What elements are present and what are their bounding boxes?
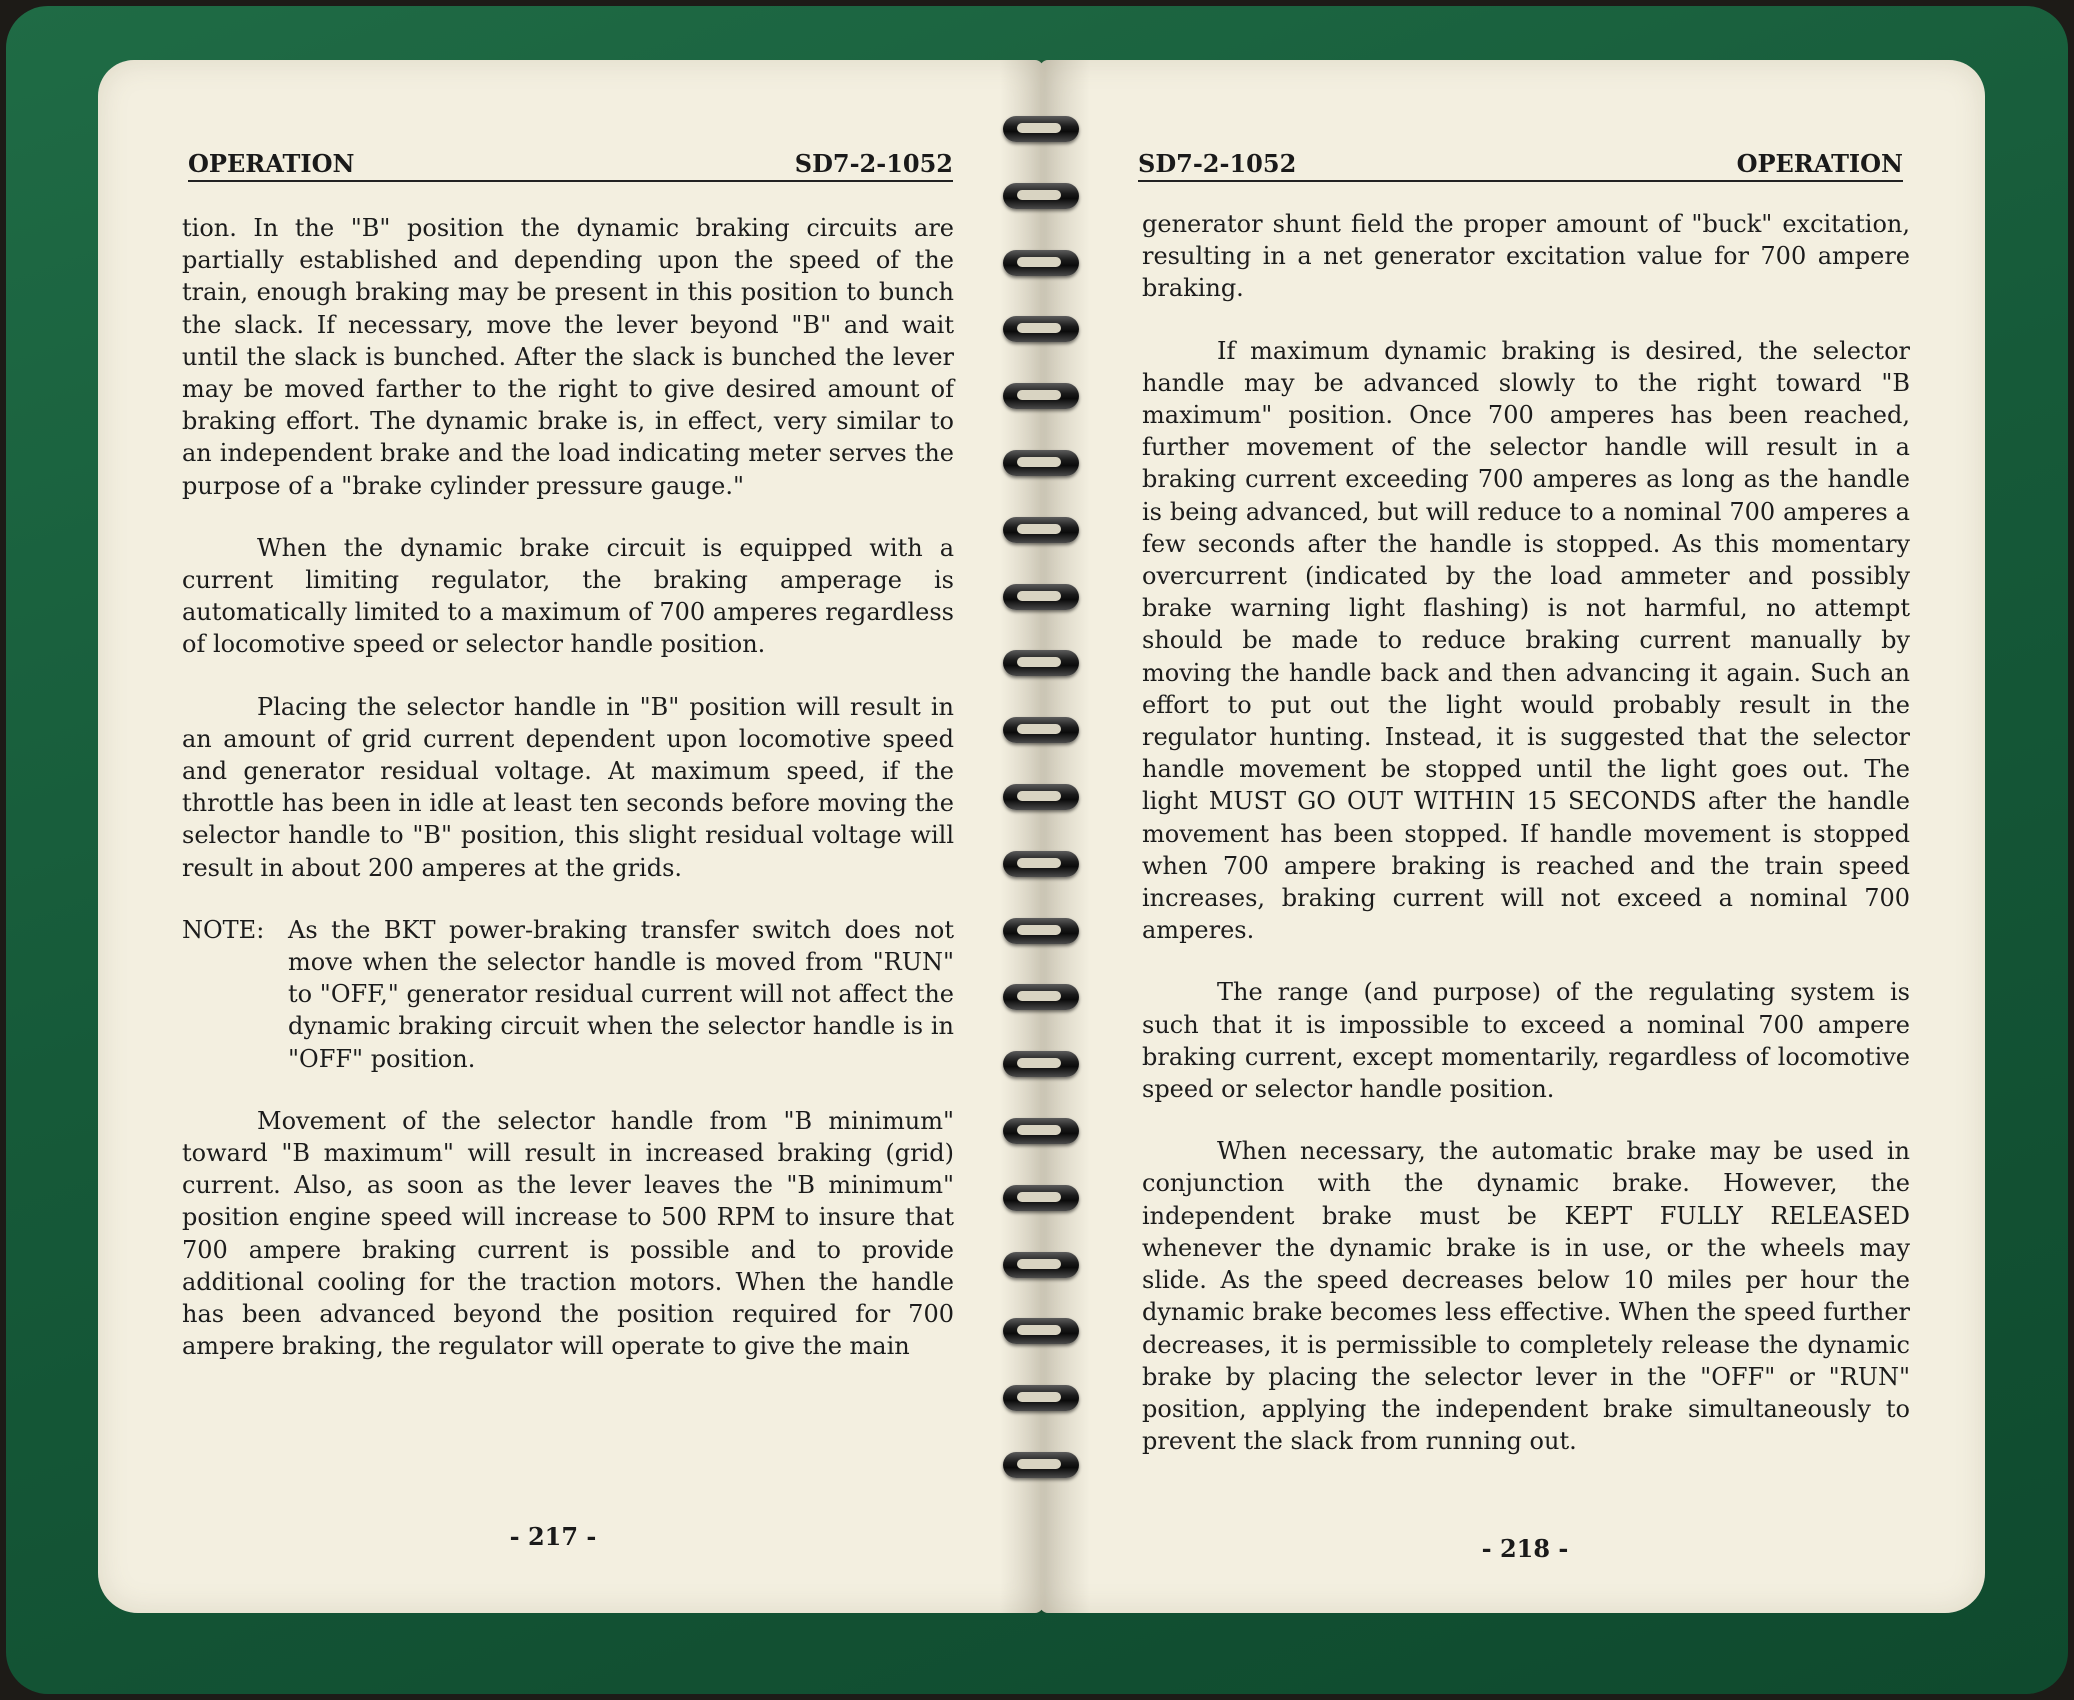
left-page — [98, 60, 1043, 1613]
spiral-coil-icon — [1003, 1452, 1083, 1482]
spiral-coil-icon — [1003, 918, 1083, 948]
right-paragraph-4: When necessary, the automatic brake may be used in conjunction with the dynamic brake. However, the independent brake must be KEPT FULLY RELEASED whenever the dynamic brake is in use, or the wheels may slide. As the speed decreases below 10 miles per hour the dynamic brake becomes less effective. When the speed further decreases, it is permissible to completely release the dynamic brake by placing the selector lever in the "OFF" or "RUN" position, applying the independent brake simultaneously to prevent the slack from running out. — [1142, 1137, 1910, 1456]
left-paragraph-4: Movement of the selector handle from "B minimum" toward "B maximum" will result in increased braking (grid) current. Also, as soon as the lever leaves the "B minimum" position engine speed will increase to 500 RPM to insure that 700 ampere braking current is possible and to provide additional cooling for the traction motors. When the handle has been advanced beyond the position required for 700 ampere braking, the regulator will operate to give the main — [182, 1106, 954, 1361]
spiral-coil-icon — [1003, 1252, 1083, 1282]
right-paragraph-3: The range (and purpose) of the regulating system is such that it is impossible to exceed a nominal 700 ampere braking current, except momentarily, regardless of locomotive speed or selector handle position. — [1142, 978, 1910, 1104]
left-paragraph-3: Placing the selector handle in "B" position will result in an amount of grid current dependent upon locomotive speed and generator residual voltage. At maximum speed, if the throttle has been in idle at least ten seconds before moving the selector handle to "B" position, this slight residual voltage will result in about 200 amperes at the grids. — [182, 692, 954, 882]
spiral-coil-icon — [1003, 1385, 1083, 1415]
spiral-coil-icon — [1003, 1318, 1083, 1348]
spiral-coil-icon — [1003, 116, 1083, 146]
spiral-coil-icon — [1003, 183, 1083, 213]
spiral-coil-icon — [1003, 851, 1083, 881]
spiral-coil-icon — [1003, 517, 1083, 547]
left-header-doc-number: SD7-2-1052 — [794, 149, 953, 178]
right-page-header — [1138, 138, 1903, 182]
note-label: NOTE: — [182, 915, 265, 944]
spiral-coil-icon — [1003, 1118, 1083, 1148]
right-page — [1040, 60, 1985, 1613]
left-page-header — [188, 138, 953, 182]
spiral-coil-icon — [1003, 650, 1083, 680]
left-paragraph-2: When the dynamic brake circuit is equipped with a current limiting regulator, the braking amperage is automatically limited to a maximum of 700 amperes regardless of locomotive speed or selector handle position. — [182, 533, 954, 659]
note-block — [182, 914, 954, 1075]
spiral-coil-icon — [1003, 784, 1083, 814]
note-text: As the BKT power-braking transfer switch does not move when the selector handle is moved from "RUN" to "OFF," generator residual current will not affect the dynamic braking circuit when the selector handle is in "OFF" position. — [288, 915, 954, 1073]
right-header-section: OPERATION — [1736, 149, 1903, 178]
left-page-body — [182, 212, 954, 1393]
spiral-coil-icon — [1003, 717, 1083, 747]
right-header-doc-number: SD7-2-1052 — [1138, 149, 1297, 178]
left-header-section: OPERATION — [188, 149, 355, 178]
page-gutter — [1000, 60, 1090, 1613]
spiral-coil-icon — [1003, 250, 1083, 280]
right-paragraph-2: If maximum dynamic braking is desired, the selector handle may be advanced slowly to the right toward "B maximum" position. Once 700 amperes has been reached, further movement of the selector handle will result in a braking current exceeding 700 amperes as long as the handle is being advanced, but will reduce to a nominal 700 amperes a few seconds after the handle is stopped. As this momentary overcurrent (indicated by the load ammeter and possibly brake warning light flashing) is not harmful, no attempt should be made to reduce braking current manually by moving the handle back and then advancing it again. Such an effort to put out the light would probably result in the regulator hunting. Instead, it is suggested that the selector handle movement be stopped until the light goes out. The light MUST GO OUT WITHIN 15 SECONDS after the handle movement has been stopped. If handle movement is stopped when 700 ampere braking is reached and the train speed increases, braking current will not exceed a nominal 700 amperes. — [1142, 336, 1910, 945]
page-number-218: - 218 - — [1481, 1534, 1569, 1563]
page-number-217: - 217 - — [509, 1522, 597, 1551]
spiral-coil-icon — [1003, 584, 1083, 614]
spiral-coil-icon — [1003, 316, 1083, 346]
spiral-coil-icon — [1003, 450, 1083, 480]
right-page-body — [1142, 208, 1910, 1487]
spiral-coil-icon — [1003, 1051, 1083, 1081]
spiral-coil-icon — [1003, 984, 1083, 1014]
right-paragraph-1: generator shunt field the proper amount of "buck" excitation, resulting in a net generator excitation value for 700 ampere braking. — [1142, 210, 1910, 303]
left-paragraph-1: tion. In the "B" position the dynamic braking circuits are partially established and depending upon the speed of the train, enough braking may be present in this position to bunch the slack. If necessary, move the lever beyond "B" and wait until the slack is bunched. After the slack is bunched the lever may be moved farther to the right to give desired amount of braking effort. The dynamic brake is, in effect, very similar to an independent brake and the load indicating meter serves the purpose of a "brake cylinder pressure gauge." — [182, 214, 954, 500]
spiral-coil-icon — [1003, 1185, 1083, 1215]
spiral-coil-icon — [1003, 383, 1083, 413]
